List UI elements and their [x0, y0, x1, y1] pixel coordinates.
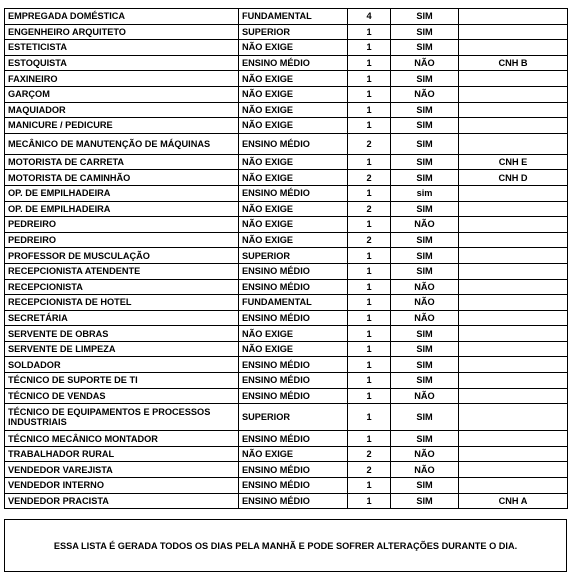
footer-notice-text: ESSA LISTA É GERADA TODOS OS DIAS PELA MANHÃ E PODE SOFRER ALTERAÇÕES DURANTE O DIA. [53, 540, 518, 551]
quantity-cell: 1 [348, 118, 391, 134]
experience-cell: SIM [391, 71, 459, 87]
experience-cell: SIM [391, 102, 459, 118]
table-row [5, 201, 568, 217]
quantity-cell: 1 [348, 404, 391, 431]
quantity-cell: 1 [348, 55, 391, 71]
job-title-cell: MOTORISTA DE CAMINHÃO [5, 170, 239, 186]
job-title-cell: OP. DE EMPILHADEIRA [5, 201, 239, 217]
table-row [5, 232, 568, 248]
education-cell: NÃO EXIGE [239, 446, 348, 462]
experience-cell: SIM [391, 478, 459, 494]
job-title-cell: SERVENTE DE LIMPEZA [5, 341, 239, 357]
job-title-cell: ESTOQUISTA [5, 55, 239, 71]
license-cell [459, 133, 568, 154]
table-row [5, 404, 568, 431]
table-row [5, 133, 568, 154]
education-cell: NÃO EXIGE [239, 217, 348, 233]
license-cell [459, 24, 568, 40]
quantity-cell: 1 [348, 185, 391, 201]
education-cell: ENSINO MÉDIO [239, 493, 348, 509]
job-title-cell: VENDEDOR INTERNO [5, 478, 239, 494]
job-title-cell: EMPREGADA DOMÉSTICA [5, 9, 239, 25]
table-row [5, 154, 568, 170]
experience-cell: SIM [391, 248, 459, 264]
quantity-cell: 1 [348, 263, 391, 279]
footer-notice [4, 519, 567, 572]
experience-cell: SIM [391, 9, 459, 25]
education-cell: ENSINO MÉDIO [239, 279, 348, 295]
job-title-cell: PROFESSOR DE MUSCULAÇÃO [5, 248, 239, 264]
education-cell: ENSINO MÉDIO [239, 462, 348, 478]
education-cell: NÃO EXIGE [239, 71, 348, 87]
experience-cell: SIM [391, 201, 459, 217]
quantity-cell: 1 [348, 71, 391, 87]
experience-cell: sim [391, 185, 459, 201]
job-title-cell: MAQUIADOR [5, 102, 239, 118]
table-row [5, 373, 568, 389]
quantity-cell: 1 [348, 373, 391, 389]
license-cell [459, 279, 568, 295]
license-cell: CNH B [459, 55, 568, 71]
job-title-cell: MOTORISTA DE CARRETA [5, 154, 239, 170]
education-cell: NÃO EXIGE [239, 201, 348, 217]
table-row [5, 185, 568, 201]
quantity-cell: 1 [348, 341, 391, 357]
license-cell [459, 71, 568, 87]
education-cell: NÃO EXIGE [239, 326, 348, 342]
table-row [5, 357, 568, 373]
table-row [5, 102, 568, 118]
job-title-cell: TÉCNICO MECÂNICO MONTADOR [5, 431, 239, 447]
table-row [5, 71, 568, 87]
experience-cell: NÃO [391, 295, 459, 311]
education-cell: ENSINO MÉDIO [239, 388, 348, 404]
experience-cell: NÃO [391, 462, 459, 478]
job-title-cell: FAXINEIRO [5, 71, 239, 87]
experience-cell: SIM [391, 404, 459, 431]
license-cell [459, 263, 568, 279]
quantity-cell: 1 [348, 431, 391, 447]
job-title-cell: PEDREIRO [5, 232, 239, 248]
table-row [5, 118, 568, 134]
table-row [5, 55, 568, 71]
license-cell [459, 86, 568, 102]
job-title-cell: TRABALHADOR RURAL [5, 446, 239, 462]
table-row [5, 86, 568, 102]
table-row [5, 478, 568, 494]
experience-cell: SIM [391, 341, 459, 357]
experience-cell: SIM [391, 326, 459, 342]
experience-cell: NÃO [391, 388, 459, 404]
quantity-cell: 1 [348, 217, 391, 233]
table-row [5, 279, 568, 295]
experience-cell: NÃO [391, 446, 459, 462]
license-cell [459, 357, 568, 373]
license-cell [459, 102, 568, 118]
license-cell [459, 446, 568, 462]
education-cell: ENSINO MÉDIO [239, 310, 348, 326]
quantity-cell: 1 [348, 40, 391, 56]
education-cell: NÃO EXIGE [239, 154, 348, 170]
education-cell: SUPERIOR [239, 248, 348, 264]
license-cell [459, 295, 568, 311]
quantity-cell: 2 [348, 201, 391, 217]
job-title-cell: TÉCNICO DE EQUIPAMENTOS E PROCESSOS INDUSTRIAIS [5, 404, 239, 431]
experience-cell: SIM [391, 118, 459, 134]
education-cell: ENSINO MÉDIO [239, 55, 348, 71]
education-cell: NÃO EXIGE [239, 170, 348, 186]
education-cell: ENSINO MÉDIO [239, 133, 348, 154]
education-cell: NÃO EXIGE [239, 341, 348, 357]
table-row [5, 217, 568, 233]
experience-cell: SIM [391, 170, 459, 186]
table-row [5, 295, 568, 311]
quantity-cell: 1 [348, 295, 391, 311]
job-title-cell: TÉCNICO DE SUPORTE DE TI [5, 373, 239, 389]
table-row [5, 9, 568, 25]
job-title-cell: SOLDADOR [5, 357, 239, 373]
education-cell: NÃO EXIGE [239, 40, 348, 56]
license-cell [459, 248, 568, 264]
license-cell [459, 431, 568, 447]
quantity-cell: 1 [348, 310, 391, 326]
quantity-cell: 2 [348, 446, 391, 462]
job-title-cell: VENDEDOR VAREJISTA [5, 462, 239, 478]
education-cell: ENSINO MÉDIO [239, 185, 348, 201]
experience-cell: NÃO [391, 310, 459, 326]
quantity-cell: 1 [348, 154, 391, 170]
education-cell: ENSINO MÉDIO [239, 357, 348, 373]
quantity-cell: 1 [348, 357, 391, 373]
table-row [5, 462, 568, 478]
experience-cell: NÃO [391, 217, 459, 233]
quantity-cell: 4 [348, 9, 391, 25]
job-title-cell: RECEPCIONISTA DE HOTEL [5, 295, 239, 311]
experience-cell: NÃO [391, 55, 459, 71]
table-row [5, 493, 568, 509]
license-cell [459, 9, 568, 25]
table-row [5, 40, 568, 56]
quantity-cell: 1 [348, 248, 391, 264]
education-cell: SUPERIOR [239, 404, 348, 431]
license-cell [459, 478, 568, 494]
quantity-cell: 2 [348, 232, 391, 248]
job-title-cell: PEDREIRO [5, 217, 239, 233]
education-cell: NÃO EXIGE [239, 232, 348, 248]
quantity-cell: 1 [348, 102, 391, 118]
license-cell [459, 388, 568, 404]
job-title-cell: GARÇOM [5, 86, 239, 102]
table-row [5, 263, 568, 279]
table-row [5, 24, 568, 40]
education-cell: NÃO EXIGE [239, 102, 348, 118]
table-row [5, 248, 568, 264]
table-row [5, 341, 568, 357]
job-title-cell: ENGENHEIRO ARQUITETO [5, 24, 239, 40]
experience-cell: SIM [391, 373, 459, 389]
job-rows [5, 9, 568, 509]
license-cell [459, 185, 568, 201]
quantity-cell: 1 [348, 493, 391, 509]
table-row [5, 326, 568, 342]
experience-cell: SIM [391, 493, 459, 509]
quantity-cell: 1 [348, 24, 391, 40]
license-cell [459, 462, 568, 478]
job-title-cell: OP. DE EMPILHADEIRA [5, 185, 239, 201]
quantity-cell: 2 [348, 462, 391, 478]
job-title-cell: SERVENTE DE OBRAS [5, 326, 239, 342]
license-cell [459, 310, 568, 326]
education-cell: NÃO EXIGE [239, 86, 348, 102]
education-cell: FUNDAMENTAL [239, 9, 348, 25]
experience-cell: NÃO [391, 279, 459, 295]
job-listings-table [4, 8, 568, 509]
job-title-cell: TÉCNICO DE VENDAS [5, 388, 239, 404]
job-title-cell: VENDEDOR PRACISTA [5, 493, 239, 509]
table-row [5, 431, 568, 447]
table-row [5, 310, 568, 326]
experience-cell: SIM [391, 263, 459, 279]
job-title-cell: MECÂNICO DE MANUTENÇÃO DE MÁQUINAS [5, 133, 239, 154]
license-cell [459, 201, 568, 217]
table-row [5, 446, 568, 462]
license-cell: CNH D [459, 170, 568, 186]
experience-cell: SIM [391, 24, 459, 40]
table-row [5, 170, 568, 186]
experience-cell: SIM [391, 40, 459, 56]
job-title-cell: MANICURE / PEDICURE [5, 118, 239, 134]
quantity-cell: 2 [348, 170, 391, 186]
license-cell [459, 40, 568, 56]
job-title-cell: SECRETÁRIA [5, 310, 239, 326]
experience-cell: SIM [391, 232, 459, 248]
education-cell: FUNDAMENTAL [239, 295, 348, 311]
quantity-cell: 1 [348, 478, 391, 494]
experience-cell: NÃO [391, 86, 459, 102]
education-cell: ENSINO MÉDIO [239, 373, 348, 389]
experience-cell: SIM [391, 154, 459, 170]
education-cell: ENSINO MÉDIO [239, 263, 348, 279]
job-title-cell: ESTETICISTA [5, 40, 239, 56]
license-cell: CNH A [459, 493, 568, 509]
education-cell: NÃO EXIGE [239, 118, 348, 134]
experience-cell: SIM [391, 133, 459, 154]
quantity-cell: 1 [348, 326, 391, 342]
license-cell [459, 373, 568, 389]
quantity-cell: 1 [348, 86, 391, 102]
license-cell [459, 404, 568, 431]
license-cell [459, 341, 568, 357]
job-listings-sheet [4, 8, 567, 509]
experience-cell: SIM [391, 431, 459, 447]
table-row [5, 388, 568, 404]
license-cell: CNH E [459, 154, 568, 170]
job-title-cell: RECEPCIONISTA [5, 279, 239, 295]
license-cell [459, 326, 568, 342]
education-cell: ENSINO MÉDIO [239, 431, 348, 447]
job-title-cell: RECEPCIONISTA ATENDENTE [5, 263, 239, 279]
license-cell [459, 118, 568, 134]
education-cell: ENSINO MÉDIO [239, 478, 348, 494]
experience-cell: SIM [391, 357, 459, 373]
education-cell: SUPERIOR [239, 24, 348, 40]
quantity-cell: 1 [348, 279, 391, 295]
license-cell [459, 217, 568, 233]
license-cell [459, 232, 568, 248]
quantity-cell: 2 [348, 133, 391, 154]
quantity-cell: 1 [348, 388, 391, 404]
